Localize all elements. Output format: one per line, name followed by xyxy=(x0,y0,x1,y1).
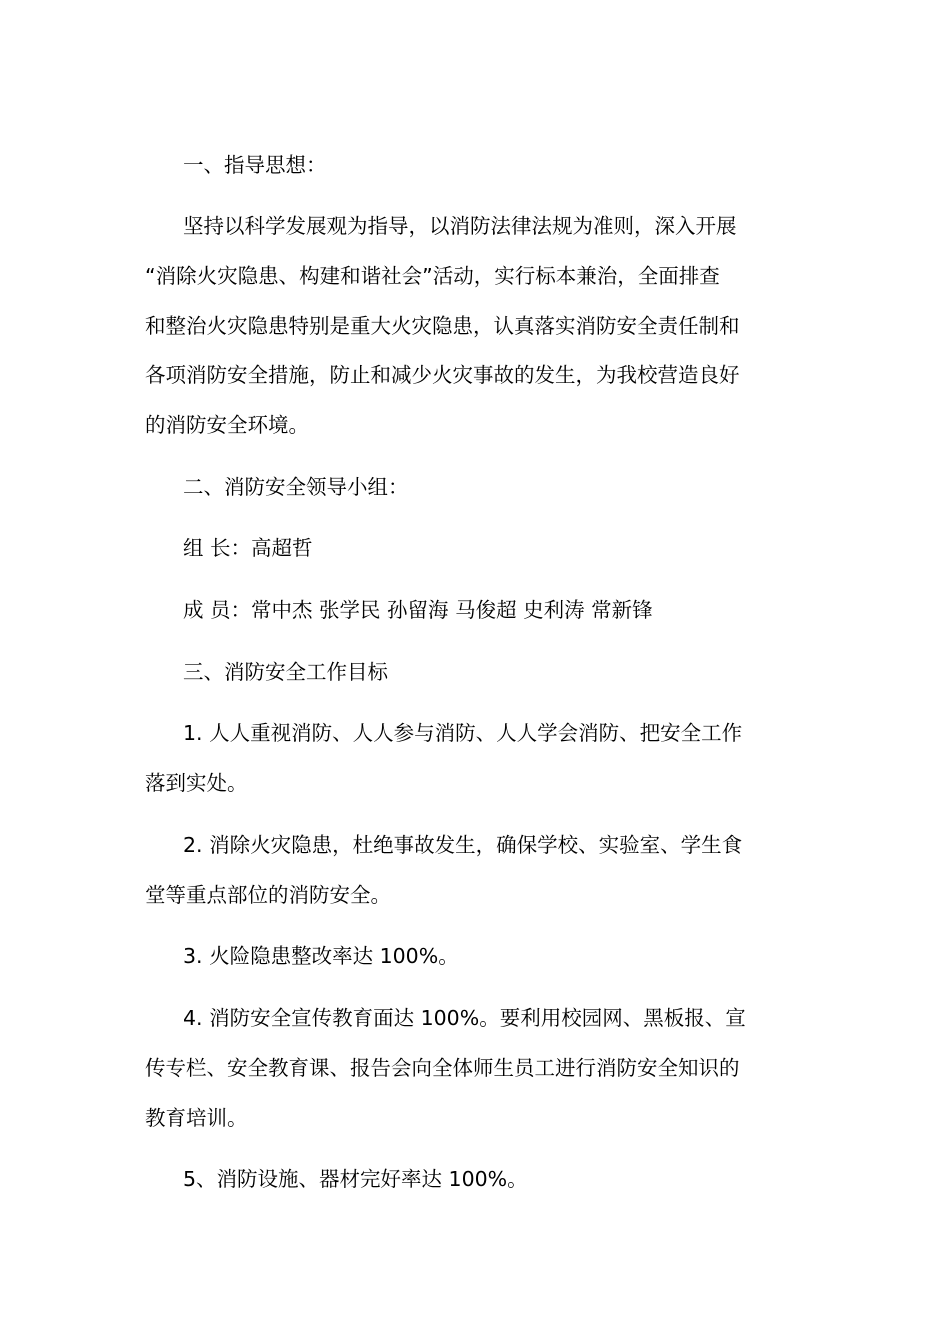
section-heading-guiding: 一、指导思想： xyxy=(183,153,327,177)
goal-item-3: 3. 火险隐患整改率达 100%。 xyxy=(183,944,459,968)
goal-item-1: 1. 人人重视消防、人人参与消防、人人学会消防、把安全工作 xyxy=(183,721,743,745)
members-line: 成 员：常中杰 张学民 孙留海 马俊超 史利涛 常新锋 xyxy=(183,598,653,622)
goal-item-4: 4. 消防安全宣传教育面达 100%。要利用校园网、黑板报、宣 xyxy=(183,1006,746,1030)
paragraph-line: 和整治火灾隐患特别是重大火灾隐患，认真落实消防安全责任制和 xyxy=(145,314,740,338)
section-heading-leadership: 二、消防安全领导小组： xyxy=(183,475,409,499)
paragraph-line: “消除火灾隐患、构建和谐社会”活动，实行标本兼治，全面排查 xyxy=(145,264,720,288)
paragraph-line: 坚持以科学发展观为指导，以消防法律法规为准则，深入开展 xyxy=(183,214,737,238)
goal-item-4-cont: 传专栏、安全教育课、报告会向全体师生员工进行消防安全知识的 xyxy=(145,1056,740,1080)
leader-line: 组 长：高超哲 xyxy=(183,536,313,560)
goal-item-2-cont: 堂等重点部位的消防安全。 xyxy=(145,883,391,907)
goal-item-5: 5、消防设施、器材完好率达 100%。 xyxy=(183,1167,528,1191)
paragraph-line: 各项消防安全措施，防止和减少火灾事故的发生，为我校营造良好 xyxy=(145,363,740,387)
goal-item-2: 2. 消除火灾隐患，杜绝事故发生，确保学校、实验室、学生食 xyxy=(183,833,743,857)
goal-item-1-cont: 落到实处。 xyxy=(145,771,248,795)
section-heading-goals: 三、消防安全工作目标 xyxy=(183,660,388,684)
paragraph-line: 的消防安全环境。 xyxy=(145,413,309,437)
goal-item-4-cont: 教育培训。 xyxy=(145,1106,248,1130)
